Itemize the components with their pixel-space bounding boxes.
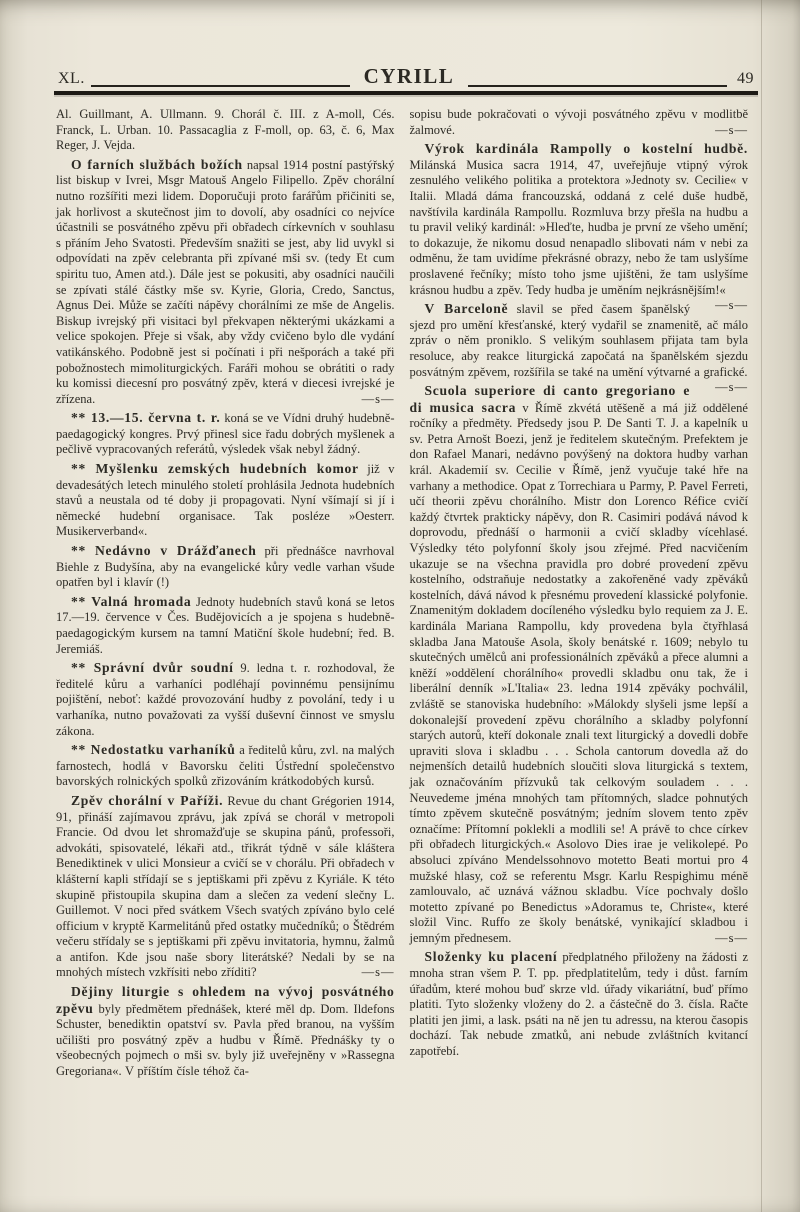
page-header	[0, 0, 800, 88]
paragraph-lead: Zpěv chorální v Paříži.	[71, 792, 224, 808]
paragraph-lead: ** Valná hromada	[71, 593, 192, 609]
column-right	[410, 107, 749, 1083]
journal-title: CYRILL	[363, 64, 455, 88]
paragraph-lead: ** Myšlenku zemských hudebních komor	[71, 461, 359, 477]
header-rule-left	[91, 85, 350, 87]
paragraph: sopisu bude pokračovati o vývoji posvátného zpěvu v modlitbě žalmové. —s—	[409, 107, 748, 137]
paragraph: Složenky ku placení předplatného přiloženy na žádosti z mnoha stran všem P. T. pp. předplatitelům, tedy i důst. farním úřadům, které mohou buď skrze vld. úřady vikariátní, buď přímo platiti. Tyto složenky vloženy do 2. a částečně do 3. čísla. Račte platiti jen jimi, a lask. psáti na ně jen tu adressu, na kterou časopis dochází. Tak nebude zmatků, ani nebude zvláštních kvitancí zapotřebí.	[409, 949, 748, 1059]
section-end-mark: —s—	[715, 298, 748, 313]
text-columns	[0, 95, 800, 1083]
section-end-mark: —s—	[715, 122, 748, 137]
paragraph: ** 13.—15. června t. r. koná se ve Vídni druhý hudebně-paedagogický kongres. Prvý přinesl sice řadu dobrých myšlenek a pečlivě vypracovaných referátů, výsledek však nebyl žádný.	[56, 410, 395, 457]
paragraph: ** Nedávno v Drážďanech při přednášce navrhoval Biehle z Budyšína, aby na evangelické kůry vedle varhan všude opatřen byl i klavír (!)	[56, 543, 395, 590]
paragraph-lead: V Barceloně	[424, 301, 509, 317]
section-end-mark: —s—	[361, 391, 395, 406]
paragraph: Al. Guillmant, A. Ullmann. 9. Chorál č. III. z A-moll, Cés. Franck, L. Urban. 10. Passacaglia z F-moll, op. 63, č. 6, Max Reger, J. Vejda.	[56, 107, 395, 153]
paragraph-lead: ** 13.—15. června t. r.	[71, 410, 221, 426]
paragraph: ** Myšlenku zemských hudebních komor již v devadesátých letech minulého století prohlásila Jednota hudebních stavů a neustala od té doby ji propagovati. Nyní všímají si jí i německé hudební organisace. Tak posléze »Oesterr. Musikerverband«.	[56, 461, 395, 539]
paragraph-lead: ** Nedávno v Drážďanech	[71, 543, 257, 559]
paragraph: V Barceloně slavil se před časem španělský sjezd pro umění křesťanské, který vydařil se znamenitě, ač málo zpráv o něm proniklo. S velikým souhlasem přijata tam byla resoluce, aby reakce liturgická započatá na španělském sjezdu posvátným zpěvem, rozšířila se také na umění výtvarné a grafické. —s—	[409, 301, 748, 395]
paragraph: Dějiny liturgie s ohledem na vývoj posvátného zpěvu byly předmětem přednášek, které měl dp. Dom. Ildefons Schuster, benediktin opatství sv. Pavla před branou, na vyšším učilišti pro posvátný zpěv a hudbu v Římě. Přednášky ty o všeobecných pojmech o mši sv. byly již uveřejněny v »Rassegna Gregoriana«. V příštím čísle téhož ča-	[56, 984, 395, 1079]
paragraph: ** Valná hromada Jednoty hudebních stavů koná se letos 17.—19. července v Čes. Budějovicích a je spojena s hudebně-paedagogickým kursem na tamní Matiční škole hudební; řed. B. Jeremiáš.	[56, 593, 395, 656]
page-number: 49	[737, 70, 755, 87]
paragraph: ** Správní dvůr soudní 9. ledna t. r. rozhodoval, že ředitelé kůru a varhaníci podléhají povinnému pensijnímu pojištění, neboť: každé provozování hudby z povolání, tedy i u varhaníka, nutno považovati za vyšší duševní činnost ve smyslu zákona.	[56, 660, 395, 738]
paragraph-lead: Výrok kardinála Rampolly o kostelní hudbě.	[424, 141, 748, 157]
volume-number: XL.	[58, 70, 85, 87]
paragraph: Výrok kardinála Rampolly o kostelní hudbě. Milánská Musica sacra 1914, 47, uveřejňuje vtipný výrok zesnulého velikého politika a protektora »Jednoty sv. Cecilie« v Italii. Mladá dáma francouzská, oddaná z celé duše hudbě, navštívila kardinála Rampollu. Rozmluva brzy přešla na hudbu a tu pravil veliký kardinál: »Hleďte, hudba je první ze všeho umění; to dokazuje, že nikomu dosud nenapadlo slibovati nám v nebi za odměnu, že tam uvidíme překrásné obrazy, nebo že tam uslyšíme proslavené řečníky; místo toho jsme ujištěni, že tam uslyšíme krásnou hudbu a zpěv. Tedy hudba je uměním nejkrásnějším!« —s—	[409, 141, 748, 313]
paragraph-lead: Složenky ku placení	[424, 949, 558, 965]
column-left	[56, 107, 395, 1083]
paragraph-lead: ** Nedostatku varhaníků	[71, 742, 236, 758]
paragraph-lead: Scuola superiore di canto gregoriano e di musica sacra	[409, 383, 691, 415]
paragraph-lead: ** Správní dvůr soudní	[71, 660, 234, 676]
section-end-mark: —s—	[361, 965, 395, 980]
paragraph: Scuola superiore di canto gregoriano e di musica sacra v Římě zkvétá utěšeně a má již oddělené ročníky a předměty. Předsedy jsou P. De Santi T. J. a kapelník u sv. Petra Arnošt Boezi, jenž je ředitelem skutečným. Prefektem je don Rafael Manari, nedávno povýšený na doktora hudby varhan král. Akademií sv. Cecilie v Římě, jenž vyučuje také hře na varhany a methodice. Opat z Torrechiara u Parmy, P. Pavel Ferreti, učí theorii zpěvu chorálního. Mistr don Lorenco Réfice cvičí každý čtvrtek prakticky nápěvy, don R. Casimiri podává návod k doprovodu, přednáší o harmonii a cvičí skladby vícehlasé. Výsledky této polyfonní školy jsou zřejmé. Před nacvičením ukazuje se na všechna pravidla pro dobré provedení zpěvu kostelního, odstraňuje nedostatky a zakořeněné vady zpěváků kostelních, dává návod k přesnému provedení klassické polyfonie. Znamenitým dokladem docíleného výsledku bylo requiem za J. E. kardinála Mariana Rampollu, kdy provedena byla čtyřhlasá skladba Jana Matouše Asola, školy benátské r. 1609; nebylo tu skutečných umělců ani professionálních zpěváků a přece alumni a kněží »oddělení chorálního« provedli skladbu onu tak, že i liberální denník »L'Italia« 23. ledna 1914 zpěváky pochválil, zvláště se stanoviska hudebního: »Málokdy slyšeli jsme lepší a dokonalejší provedení zpěvu chorálního a skladby polyfonní starých autorů, kteří dokonale znali text liturgický a dovedli dobře upraviti slova i skladbu . . . Schola cantorum dovedla až do nejmenších detailů hudebních sloučiti slova liturgická s textem, jak označováním přízvuků tak celkovým souladem . . . Neuvedeme jména mnohých tam přítomných, sladce pohnutých tímto zpěvem skutečně posvátným; jedním slovem tento zpěv označíme: Přítomní poklekli a modlili se! A právě to chce církev při obřadech liturgických.« Asolovo Dies irae je velikolepé. Po absoluci zpíváno Mendelssohnovo motetto Beati mortui pro 4 mužské hlasy, což se referentu Msgr. Karlu Respighimu méně zamlouvalo, ač uznává vážnou skladbu. Více pochvaly došlo motetto zpívané po Benedictus »Adoramus te, Christe«, které složil Vinc. Ruffo ze školy benátské, vynikající skladbou i jemným přednesem. —s—	[409, 383, 748, 945]
paragraph-lead: Dějiny liturgie s ohledem na vývoj posvátného zpěvu	[56, 984, 395, 1016]
paragraph: ** Nedostatku varhaníků a ředitelů kůru, zvl. na malých farnostech, hodlá v Bavorsku čeliti Ústřední společenstvo bavorských rolnických spolků zřizováním krátkodobých kursů.	[56, 742, 395, 789]
section-end-mark: —s—	[715, 930, 748, 945]
header-rule-right	[468, 85, 727, 87]
paragraph: Zpěv chorální v Paříži. Revue du chant Grégorien 1914, 91, přináší zajímavou zprávu, jak zpívá se chorál v metropoli Francie. Od dvou let shromažďuje se skupina pánů, professoři, advokáti, spisovatelé, lékaři atd., třikrát týdně v sále kláštera Benediktinek v ulici Monsieur a cvičí se v chorálu. Při obřadech v klášterní kapli střídají se s jeptiškami při zpěvu z Kyriále. K této skupině přistoupila skupina dam a slečen za vedení slečny L. Guillemot. V noci před svátkem Všech svatých zpíváno bylo celé officium v kryptě Karmelitánů před ostatky mučedníků; o Štědrém večeru střídaly se s jeptiškami při zpěvu invitatoria, hymnu, žalmů a antifon. Kde jsou naše sbory literátské? Nedali by se na mnohých místech vzkřísiti nebo zříditi? —s—	[56, 792, 395, 980]
paragraph: O farních službách božích napsal 1914 postní pastýřský list biskup v Ivrei, Msgr Matouš Angelo Filipello. Zpěv chorální nutno rozšířiti mezi lidem. Doporučuji proto farářům přičiniti se, jak horlivost a skutečnost jim to dovolí, aby osadníci co nejvíce účastnili se posvátného zpěvu při obřadech církevních v souhlasu s přáním Jeho Svatosti. Především snažiti se jest, aby lid uvykl si odpovídati na zpěv celebranta při zpívané mši sv. (tedy Et cum spiritu tuo, Amen atd.). Dále jest se pokusiti, aby osadníci naučili se zpívati stálé částky mše sv. Kyrie, Gloria, Credo, Sanctus, Agnus Dei. Může se začíti nápěvy chorálními ze mše de Angelis. Biskup ivrejský při visitaci byl překvapen některými ukázkami a velice spokojen. Přeje si však, aby vždy cvičeno bylo dle vydání vatikánského. Podobně jest si počínati i při nešporách a také při pobožnostech mimoliturgických. Faráři mohou se obrátiti o rady ku komissi diecesní pro posvátný zpěv, která v diecesi ivrejské je zřízena. —s—	[56, 156, 395, 406]
paragraph-lead: O farních službách božích	[71, 156, 243, 172]
section-end-mark: —s—	[715, 380, 748, 395]
